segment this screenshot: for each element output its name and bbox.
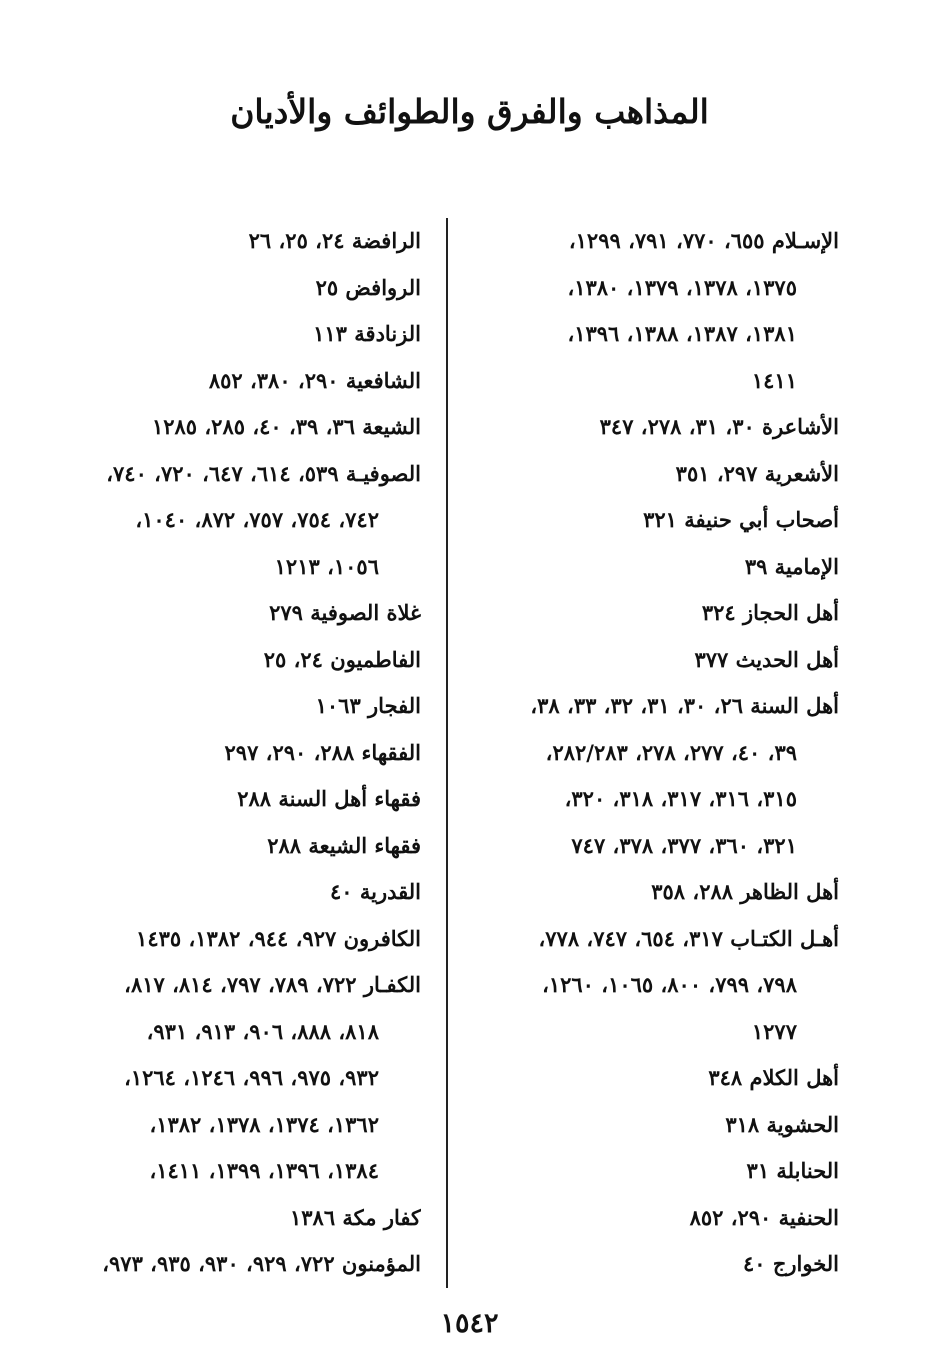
- index-entry: فقهاء أهل السنة ٢٨٨: [237, 786, 421, 811]
- index-entry-continuation: ١٢٧٧: [751, 1018, 797, 1044]
- index-entry: الأشاعرة ٣٠، ٣١، ٢٧٨، ٣٤٧: [599, 414, 839, 439]
- index-entry: الخوارج ٤٠: [742, 1251, 839, 1276]
- index-entry: الصوفيـة ٥٣٩، ٦١٤، ٦٤٧، ٧٢٠، ٧٤٠،: [106, 460, 421, 486]
- index-entry: أهل الحديث ٣٧٧: [694, 646, 839, 672]
- index-entry: الروافض ٢٥: [315, 274, 421, 300]
- index-entry: أصحاب أبي حنيفة ٣٢١: [643, 507, 839, 532]
- index-entry: القدرية ٤٠: [330, 879, 421, 904]
- index-entry-continuation: ٧٤٢، ٧٥٤، ٧٥٧، ٨٧٢، ١٠٤٠،: [135, 507, 379, 532]
- index-entry-continuation: ٣٢١، ٣٦٠، ٣٧٧، ٣٧٨، ٧٤٧: [571, 832, 797, 858]
- page-title: المذاهب والفرق والطوائف والأديان: [230, 92, 709, 131]
- index-entry: المؤمنون ٧٢٢، ٩٢٩، ٩٣٠، ٩٣٥، ٩٧٣،: [102, 1251, 421, 1276]
- index-entry-continuation: ٣٩، ٤٠، ٢٧٧، ٢٧٨، ٢٨٢/٢٨٣،: [545, 739, 797, 765]
- index-entry: الإمامية ٣٩: [744, 553, 839, 579]
- index-entry: الفاطميون ٢٤، ٢٥: [263, 646, 421, 672]
- index-entry: أهل الكلام ٣٤٨: [708, 1065, 839, 1090]
- page-number: ١٥٤٢: [440, 1308, 499, 1339]
- index-entry-continuation: ١٠٥٦، ١٢١٣: [274, 553, 379, 579]
- index-entry: الفقهاء ٢٨٨، ٢٩٠، ٢٩٧: [224, 739, 421, 765]
- index-entry: كفار مكة ١٣٨٦: [289, 1204, 421, 1230]
- index-entry-continuation: ٧٩٨، ٧٩٩، ٨٠٠، ١٠٦٥، ١٢٦٠،: [542, 972, 797, 997]
- index-entry: فقهاء الشيعة ٢٨٨: [267, 832, 421, 858]
- index-entry: الحنفية ٢٩٠، ٨٥٢: [689, 1204, 839, 1230]
- index-entry-continuation: ١٤١١: [751, 367, 797, 393]
- index-entry: أهل الحجاز ٣٢٤: [701, 600, 839, 625]
- index-entry: الكفـار ٧٢٢، ٧٨٩، ٧٩٧، ٨١٤، ٨١٧،: [124, 972, 421, 997]
- index-entry: الإسـلام ٦٥٥، ٧٧٠، ٧٩١، ١٢٩٩،: [568, 228, 839, 253]
- index-entry: الشيعة ٣٦، ٣٩، ٤٠، ٢٨٥، ١٢٨٥: [151, 414, 421, 439]
- index-entry: الحشوية ٣١٨: [725, 1111, 839, 1137]
- column-divider: [446, 218, 448, 1288]
- index-entry: الأشعرية ٢٩٧، ٣٥١: [675, 460, 839, 486]
- index-entry-continuation: ١٣٦٢، ١٣٧٤، ١٣٧٨، ١٣٨٢،: [149, 1111, 379, 1137]
- index-entry: أهل الظاهر ٢٨٨، ٣٥٨: [651, 879, 839, 904]
- index-column-right: [454, 218, 839, 1288]
- index-entry-continuation: ٣١٥، ٣١٦، ٣١٧، ٣١٨، ٣٢٠،: [564, 786, 797, 811]
- index-entry: الرافضة ٢٤، ٢٥، ٢٦: [248, 228, 421, 253]
- index-entry-continuation: ١٣٨١، ١٣٨٧، ١٣٨٨، ١٣٩٦،: [567, 321, 797, 346]
- index-entry: الحنابلة ٣١: [746, 1158, 839, 1183]
- index-entry: أهل السنة ٢٦، ٣٠، ٣١، ٣٢، ٣٣، ٣٨،: [530, 693, 839, 718]
- index-entry: الفجار ١٠٦٣: [315, 693, 421, 718]
- index-entry-continuation: ١٣٨٤، ١٣٩٦، ١٣٩٩، ١٤١١،: [149, 1158, 379, 1183]
- index-entry: أهـل الكتـاب ٣١٧، ٦٥٤، ٧٤٧، ٧٧٨،: [538, 925, 839, 951]
- index-entry: غلاة الصوفية ٢٧٩: [269, 600, 421, 625]
- index-entry: الشافعية ٢٩٠، ٣٨٠، ٨٥٢: [208, 367, 421, 393]
- index-entry-continuation: ١٣٧٥، ١٣٧٨، ١٣٧٩، ١٣٨٠،: [567, 274, 797, 300]
- index-entry: الزنادقة ١١٣: [313, 321, 421, 346]
- index-column-left: [21, 218, 421, 1288]
- index-entry-continuation: ٩٣٢، ٩٧٥، ٩٩٦، ١٢٤٦، ١٢٦٤،: [124, 1065, 379, 1090]
- index-entry: الكافرون ٩٢٧، ٩٤٤، ١٣٨٢، ١٤٣٥: [136, 925, 421, 951]
- index-entry-continuation: ٨١٨، ٨٨٨، ٩٠٦، ٩١٣، ٩٣١،: [146, 1018, 379, 1044]
